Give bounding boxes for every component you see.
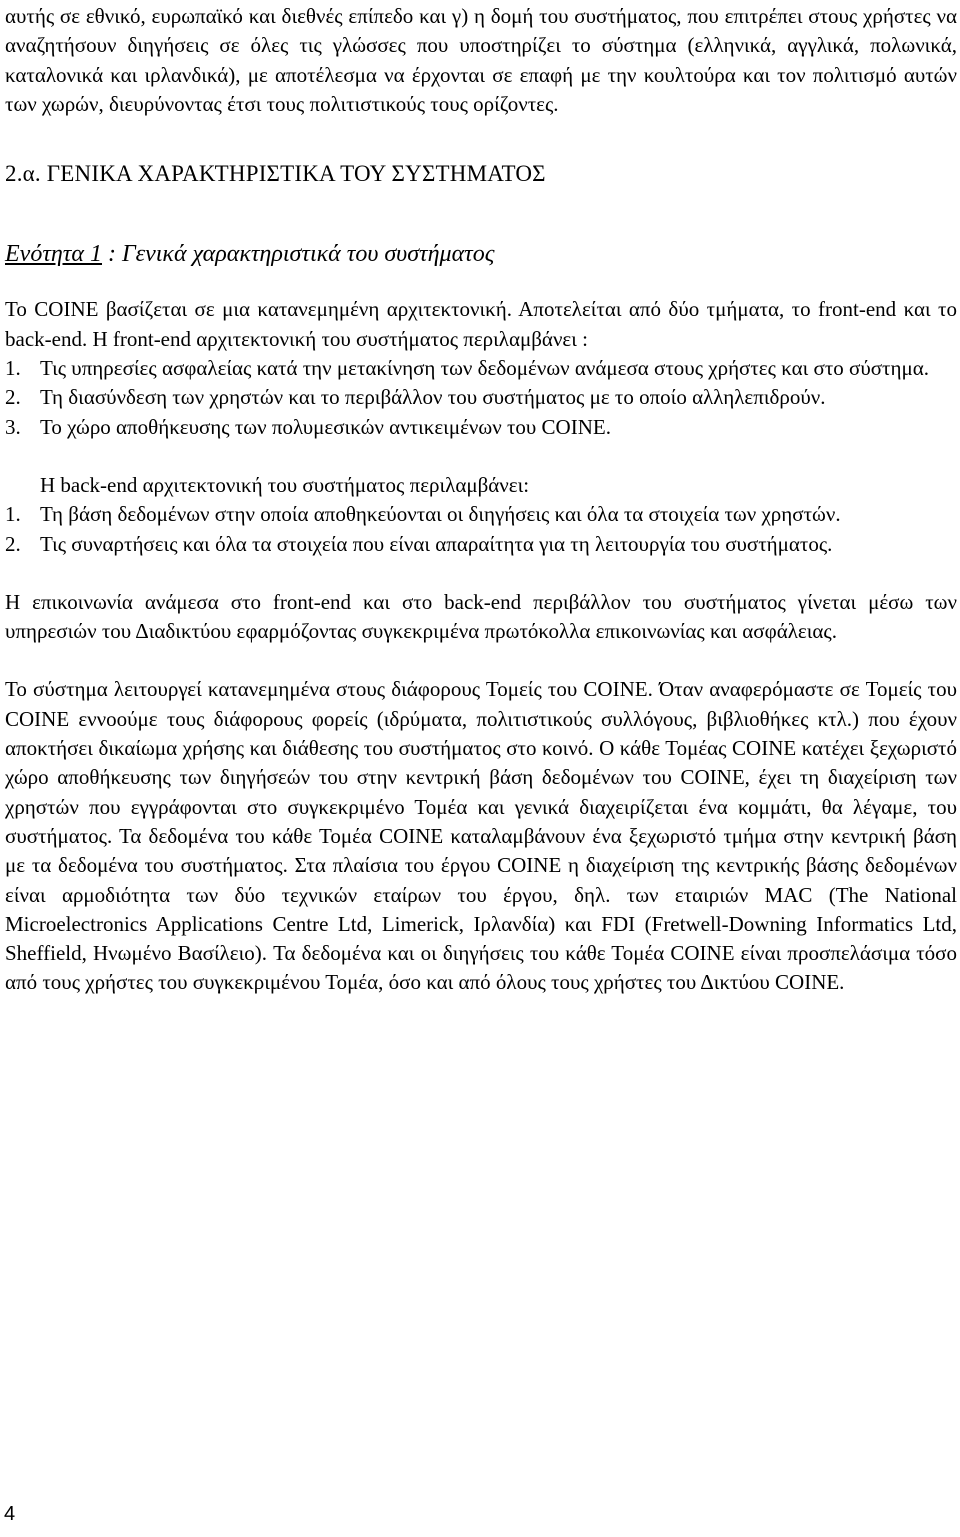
section-name: Γενικά χαρακτηριστικά του συστήματος xyxy=(122,241,495,268)
list-item-text: Το χώρο αποθήκευσης των πολυμεσικών αντικειμένων του COINE. xyxy=(40,414,611,439)
chapter-heading: 2.α. ΓΕΝΙΚΑ ΧΑΡΑΚΤΗΡΙΣΤΙΚΑ ΤΟΥ ΣΥΣΤΗΜΑΤΟΣ xyxy=(5,161,546,187)
system-paragraph: Το σύστημα λειτουργεί κατανεμημένα στους διάφορους Τομείς του COINE. Όταν αναφερόμαστε σε Τομείς του COINE εννοούμε τους διάφορους φορείς (ιδρύματα, πολιτιστικούς συλλόγους, βιβλιοθήκες κτλ.) που έχουν αποκτήσει δικαίωμα χρήσης και διάθεσης του συστήματος στο κοινό. Ο κάθε Τομέας COINE κατέχει ξεχωριστό χώρο αποθήκευσης των διηγήσεών του στην κεντρική βάση δεδομένων του COINE, έχει τη διαχείριση των χρηστών που εγγράφονται στο συγκεκριμένο Τομέα και γενικά διαχειρίζεται ένα κομμάτι, θα λέγαμε, του συστήματος. Τα δεδομένα του κάθε Τομέα COINE καταλαμβάνουν ένα ξεχωριστό τμήμα στην κεντρική βάση με τα δεδομένα του συστήματος. Στα πλαίσια του έργου COINE η διαχείριση της κεντρικής βάσης δεδομένων είναι αρμοδιότητα των δύο τεχνικών εταίρων του έργου, δηλ. των εταιριών MAC (The National Microelectronics Applications Centre Ltd, Limerick, Ιρλανδία) και FDI (Fretwell-Downing Informatics Ltd, Sheffield, Ηνωμένο Βασίλειο). Τα δεδομένα και οι διηγήσεις του κάθε Τομέα COINE είναι προσπελάσιμα τόσο από τους χρήστες του συγκεκριμένου Τομέα, όσο και από όλους τους χρήστες του Δικτύου COINE. xyxy=(5,677,957,995)
list-item-text: Τις υπηρεσίες ασφαλείας κατά την μετακίνηση των δεδομένων ανάμεσα στους χρήστες και στο σύστημα. xyxy=(40,356,929,381)
list-item-text: Τη βάση δεδομένων στην οποία αποθηκεύονται οι διηγήσεις και όλα τα στοιχεία των χρηστών. xyxy=(40,502,841,527)
list-item-number: 1. xyxy=(5,502,21,527)
section-title xyxy=(5,239,957,269)
communication-paragraph: Η επικοινωνία ανάμεσα στο front-end και στο back-end περιβάλλον του συστήματος γίνεται μέσω των υπηρεσιών του Διαδικτύου εφαρμόζοντας συγκεκριμένα πρωτόκολλα επικοινωνίας και ασφάλειας. xyxy=(5,589,957,644)
frontend-list xyxy=(5,354,957,442)
list-item xyxy=(5,413,957,442)
list-item-text: Τις συναρτήσεις και όλα τα στοιχεία που είναι απαραίτητα για τη λειτουργία του συστήματος. xyxy=(40,531,833,556)
list-item xyxy=(5,500,957,529)
section-separator: : xyxy=(102,241,122,268)
intro-paragraph: αυτής σε εθνικό, ευρωπαϊκό και διεθνές επίπεδο και γ) η δομή του συστήματος, που επιτρέπει στους χρήστες να αναζητήσουν διηγήσεις σε όλες τις γλώσσες που υποστηρίζει το σύστημα (ελληνικά, αγγλικά, πολωνικά, καταλονικά και ιρλανδικά), με αποτέλεσμα να έρχονται σε επαφή με την κουλτούρα και τον πολιτισμό αυτών των χωρών, διευρύνοντας έτσι τους πολιτιστικούς τους ορίζοντες. xyxy=(5,4,957,116)
list-item xyxy=(5,530,957,559)
list-item-text: Τη διασύνδεση των χρηστών και το περιβάλλον του συστήματος με το οποίο αλληλεπιδρούν. xyxy=(40,385,826,410)
page-number: 4 xyxy=(4,1503,16,1525)
backend-list xyxy=(5,500,957,559)
list-item xyxy=(5,383,957,412)
backend-intro: Η back-end αρχιτεκτονική του συστήματος περιλαμβάνει: xyxy=(40,472,530,497)
architecture-intro: Το COINE βασίζεται σε μια κατανεμημένη αρχιτεκτονική. Αποτελείται από δύο τμήματα, το front-end και το back-end. Η front-end αρχιτεκτονική του συστήματος περιλαμβάνει : xyxy=(5,297,957,351)
list-item xyxy=(5,354,957,383)
section-label: Ενότητα 1 xyxy=(5,241,102,268)
document-page xyxy=(5,0,957,998)
list-item-number: 2. xyxy=(5,531,21,556)
list-item-number: 3. xyxy=(5,414,21,439)
list-item-number: 2. xyxy=(5,385,21,410)
list-item-number: 1. xyxy=(5,356,21,381)
